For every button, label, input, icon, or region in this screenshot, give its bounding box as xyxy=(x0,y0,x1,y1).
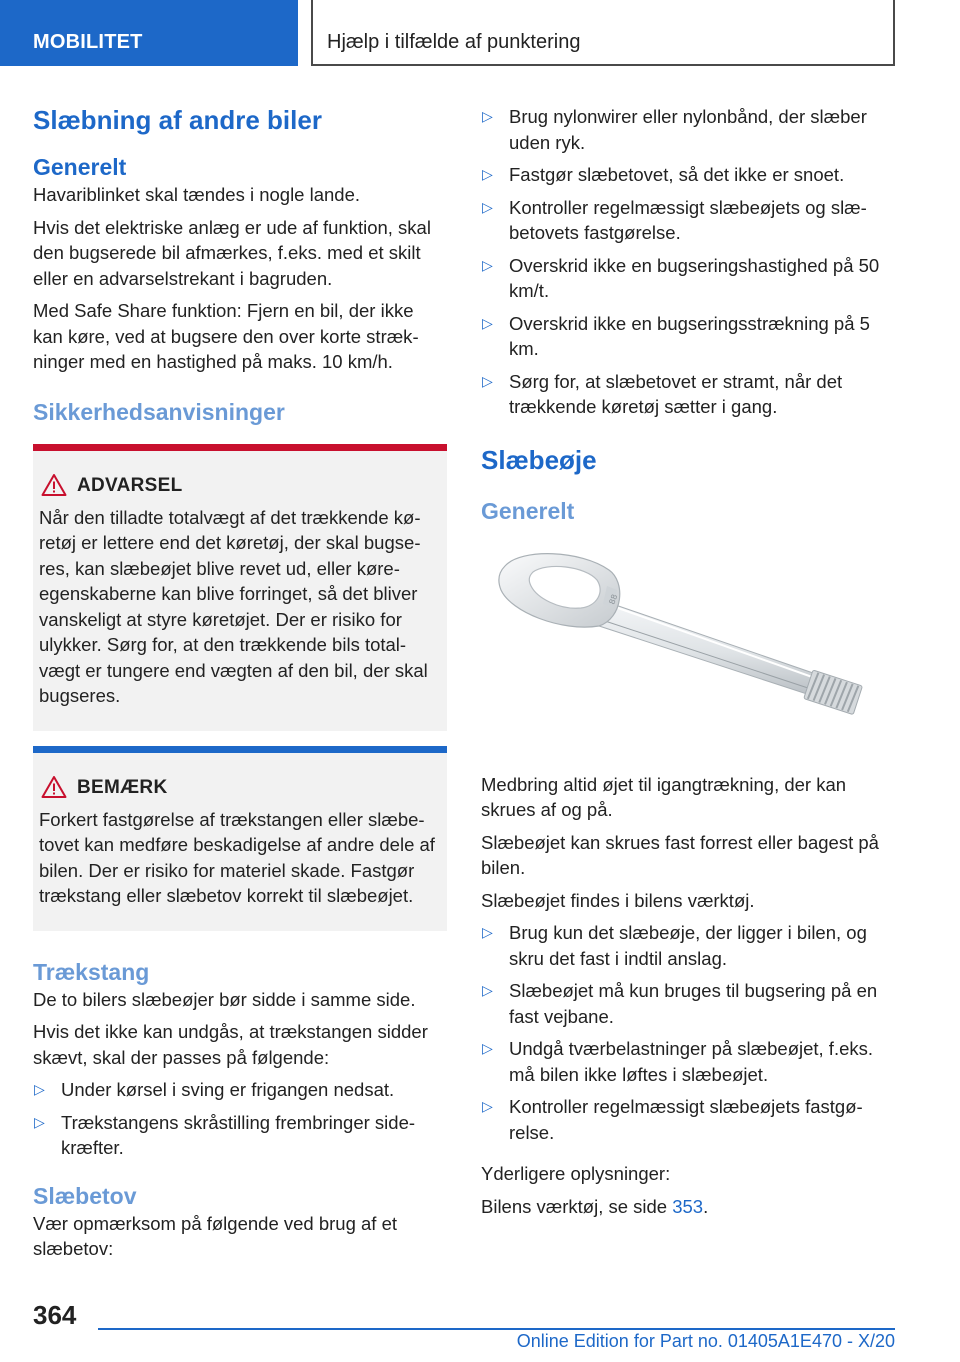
warning-box xyxy=(33,444,447,731)
left-column xyxy=(33,100,447,1262)
warning-label: ADVARSEL xyxy=(77,474,183,496)
triangle-bullet-icon: ▷ xyxy=(482,166,493,182)
chapter-title: Hjælp i tilfælde af punktering xyxy=(311,0,895,66)
page-number: 364 xyxy=(33,1300,77,1330)
safety-heading: Sikkerhedsanvisninger xyxy=(33,398,285,425)
list-item: ▷ Trækstangens skråstilling frembringer sidekræfter. xyxy=(34,1111,416,1158)
paragraph: Havariblinket skal tændes i nogle lande. xyxy=(33,184,361,205)
paragraph: Medbring altid øjet til igangtrækning, der kan skrues af og på. xyxy=(481,773,847,820)
section-tab: MOBILITET xyxy=(0,0,298,66)
triangle-bullet-icon: ▷ xyxy=(482,1098,493,1114)
list-item: ▷ Fastgør slæbetovet, så det ikke er snoet. xyxy=(481,162,895,188)
tow-bar-heading: Trækstang xyxy=(33,958,150,985)
list-item: ▷ Kontroller regelmæssigt slæbeøjets og slæbetovets fastgørelse. xyxy=(482,196,867,243)
more-info-label: Yderligere oplysninger: xyxy=(481,1163,671,1184)
paragraph: Slæbeøjet findes i bilens værktøj. xyxy=(481,889,755,911)
warning-text: Når den tilladte totalvægt af det trækkende køretøj er lettere end det køretøj, der skal bugseres, kan slæbeøjet blive revet ud, eller køreegenskaberne kan blive forringet, så det bliver vanskeligt at styre køretøjet. Der er risiko for ulykker. Sørg for, at den trækkende bils totalvægt er tungere end vægten af den bil, der skal bugseres. xyxy=(39,506,428,706)
paragraph: Hvis det ikke kan undgås, at trækstangen sidder skævt, skal der passes på følgende: xyxy=(33,1021,428,1068)
note-box xyxy=(33,746,447,931)
right-column xyxy=(481,100,895,1219)
page-footer xyxy=(0,1296,960,1362)
tow-eye-heading: Slæbeøje xyxy=(481,444,597,475)
tow-bar-list xyxy=(33,1077,447,1161)
tow-eye-general-heading: Generelt xyxy=(481,497,575,524)
paragraph: Vær opmærksom på følgende ved brug af et slæbetov: xyxy=(33,1212,398,1259)
tow-eye-list xyxy=(481,920,895,1145)
paragraph: De to bilers slæbeøjer bør sidde i samme side. xyxy=(33,988,416,1010)
page-title: Slæbning af andre biler xyxy=(33,105,322,135)
svg-text:88: 88 xyxy=(607,592,620,606)
tow-rope-heading: Slæbetov xyxy=(33,1182,137,1209)
list-item: ▷ Overskrid ikke en bugseringsstrækning på 5 km. xyxy=(482,312,870,359)
triangle-bullet-icon: ▷ xyxy=(482,924,493,940)
general-heading: Generelt xyxy=(33,154,127,180)
list-item: ▷ Kontroller regelmæssigt slæbeøjets fastgørelse. xyxy=(482,1096,863,1143)
list-item: ▷ Overskrid ikke en bugseringshastighed på 50 km/t. xyxy=(482,254,880,301)
triangle-bullet-icon: ▷ xyxy=(482,314,493,331)
paragraph: Med Safe Share funktion: Fjern en bil, der ikke kan køre, ved at bugsere den over korte strækninger med en hastighed på maks. 10 km/h. xyxy=(33,300,419,372)
edition-info: Online Edition for Part no. 01405A1E470 - X/20 xyxy=(516,1331,895,1351)
page-reference-link[interactable]: 353 xyxy=(672,1195,704,1217)
triangle-bullet-icon: ▷ xyxy=(482,982,493,998)
list-item: ▷ Undgå tværbelastninger på slæbeøjet, f.eks. må bilen ikke løftes i slæbeøjet. xyxy=(482,1038,874,1085)
tow-rope-list xyxy=(481,104,895,420)
warning-header xyxy=(33,473,447,499)
triangle-bullet-icon: ▷ xyxy=(482,198,493,215)
list-item: ▷ Brug kun det slæbeøje, der ligger i bilen, og skru det fast i indtil anslag. xyxy=(482,922,867,969)
note-header xyxy=(33,775,447,801)
page-header xyxy=(0,0,960,66)
triangle-bullet-icon: ▷ xyxy=(34,1081,45,1097)
list-item: ▷ Brug nylonwirer eller nylonbånd, der slæber uden ryk. xyxy=(482,106,867,153)
list-item: ▷ Slæbeøjet må kun bruges til bugsering på en fast vejbane. xyxy=(482,980,878,1027)
triangle-bullet-icon: ▷ xyxy=(482,108,493,124)
triangle-bullet-icon: ▷ xyxy=(34,1113,45,1130)
list-item: ▷ Sørg for, at slæbetovet er stramt, når det trækkende køretøj sætter i gang. xyxy=(482,370,843,417)
note-label: BEMÆRK xyxy=(77,776,168,798)
paragraph: Hvis det elektriske anlæg er ude af funktion, skal den bugserede bil afmærkes, f.eks. med et skilt eller en advarselstrekant i bagruden. xyxy=(33,216,431,289)
warning-triangle-icon xyxy=(41,473,75,499)
triangle-bullet-icon: ▷ xyxy=(482,1040,493,1056)
tow-eye-image xyxy=(481,526,895,766)
triangle-bullet-icon: ▷ xyxy=(482,256,493,273)
triangle-bullet-icon: ▷ xyxy=(482,372,493,389)
paragraph: Slæbeøjet kan skrues fast forrest eller bagest på bilen. xyxy=(481,831,879,878)
cross-reference: Bilens værktøj, se side 353. xyxy=(481,1195,709,1217)
caution-triangle-icon xyxy=(41,775,75,801)
note-text: Forkert fastgørelse af trækstangen eller slæbetovet kan medføre beskadigelse af andre dele af bilen. Der er risiko for materiel skade. Fastgør trækstang eller slæbetov korrekt til slæbeøjet. xyxy=(39,808,435,906)
list-item: ▷ Under kørsel i sving er frigangen nedsat. xyxy=(33,1077,447,1103)
